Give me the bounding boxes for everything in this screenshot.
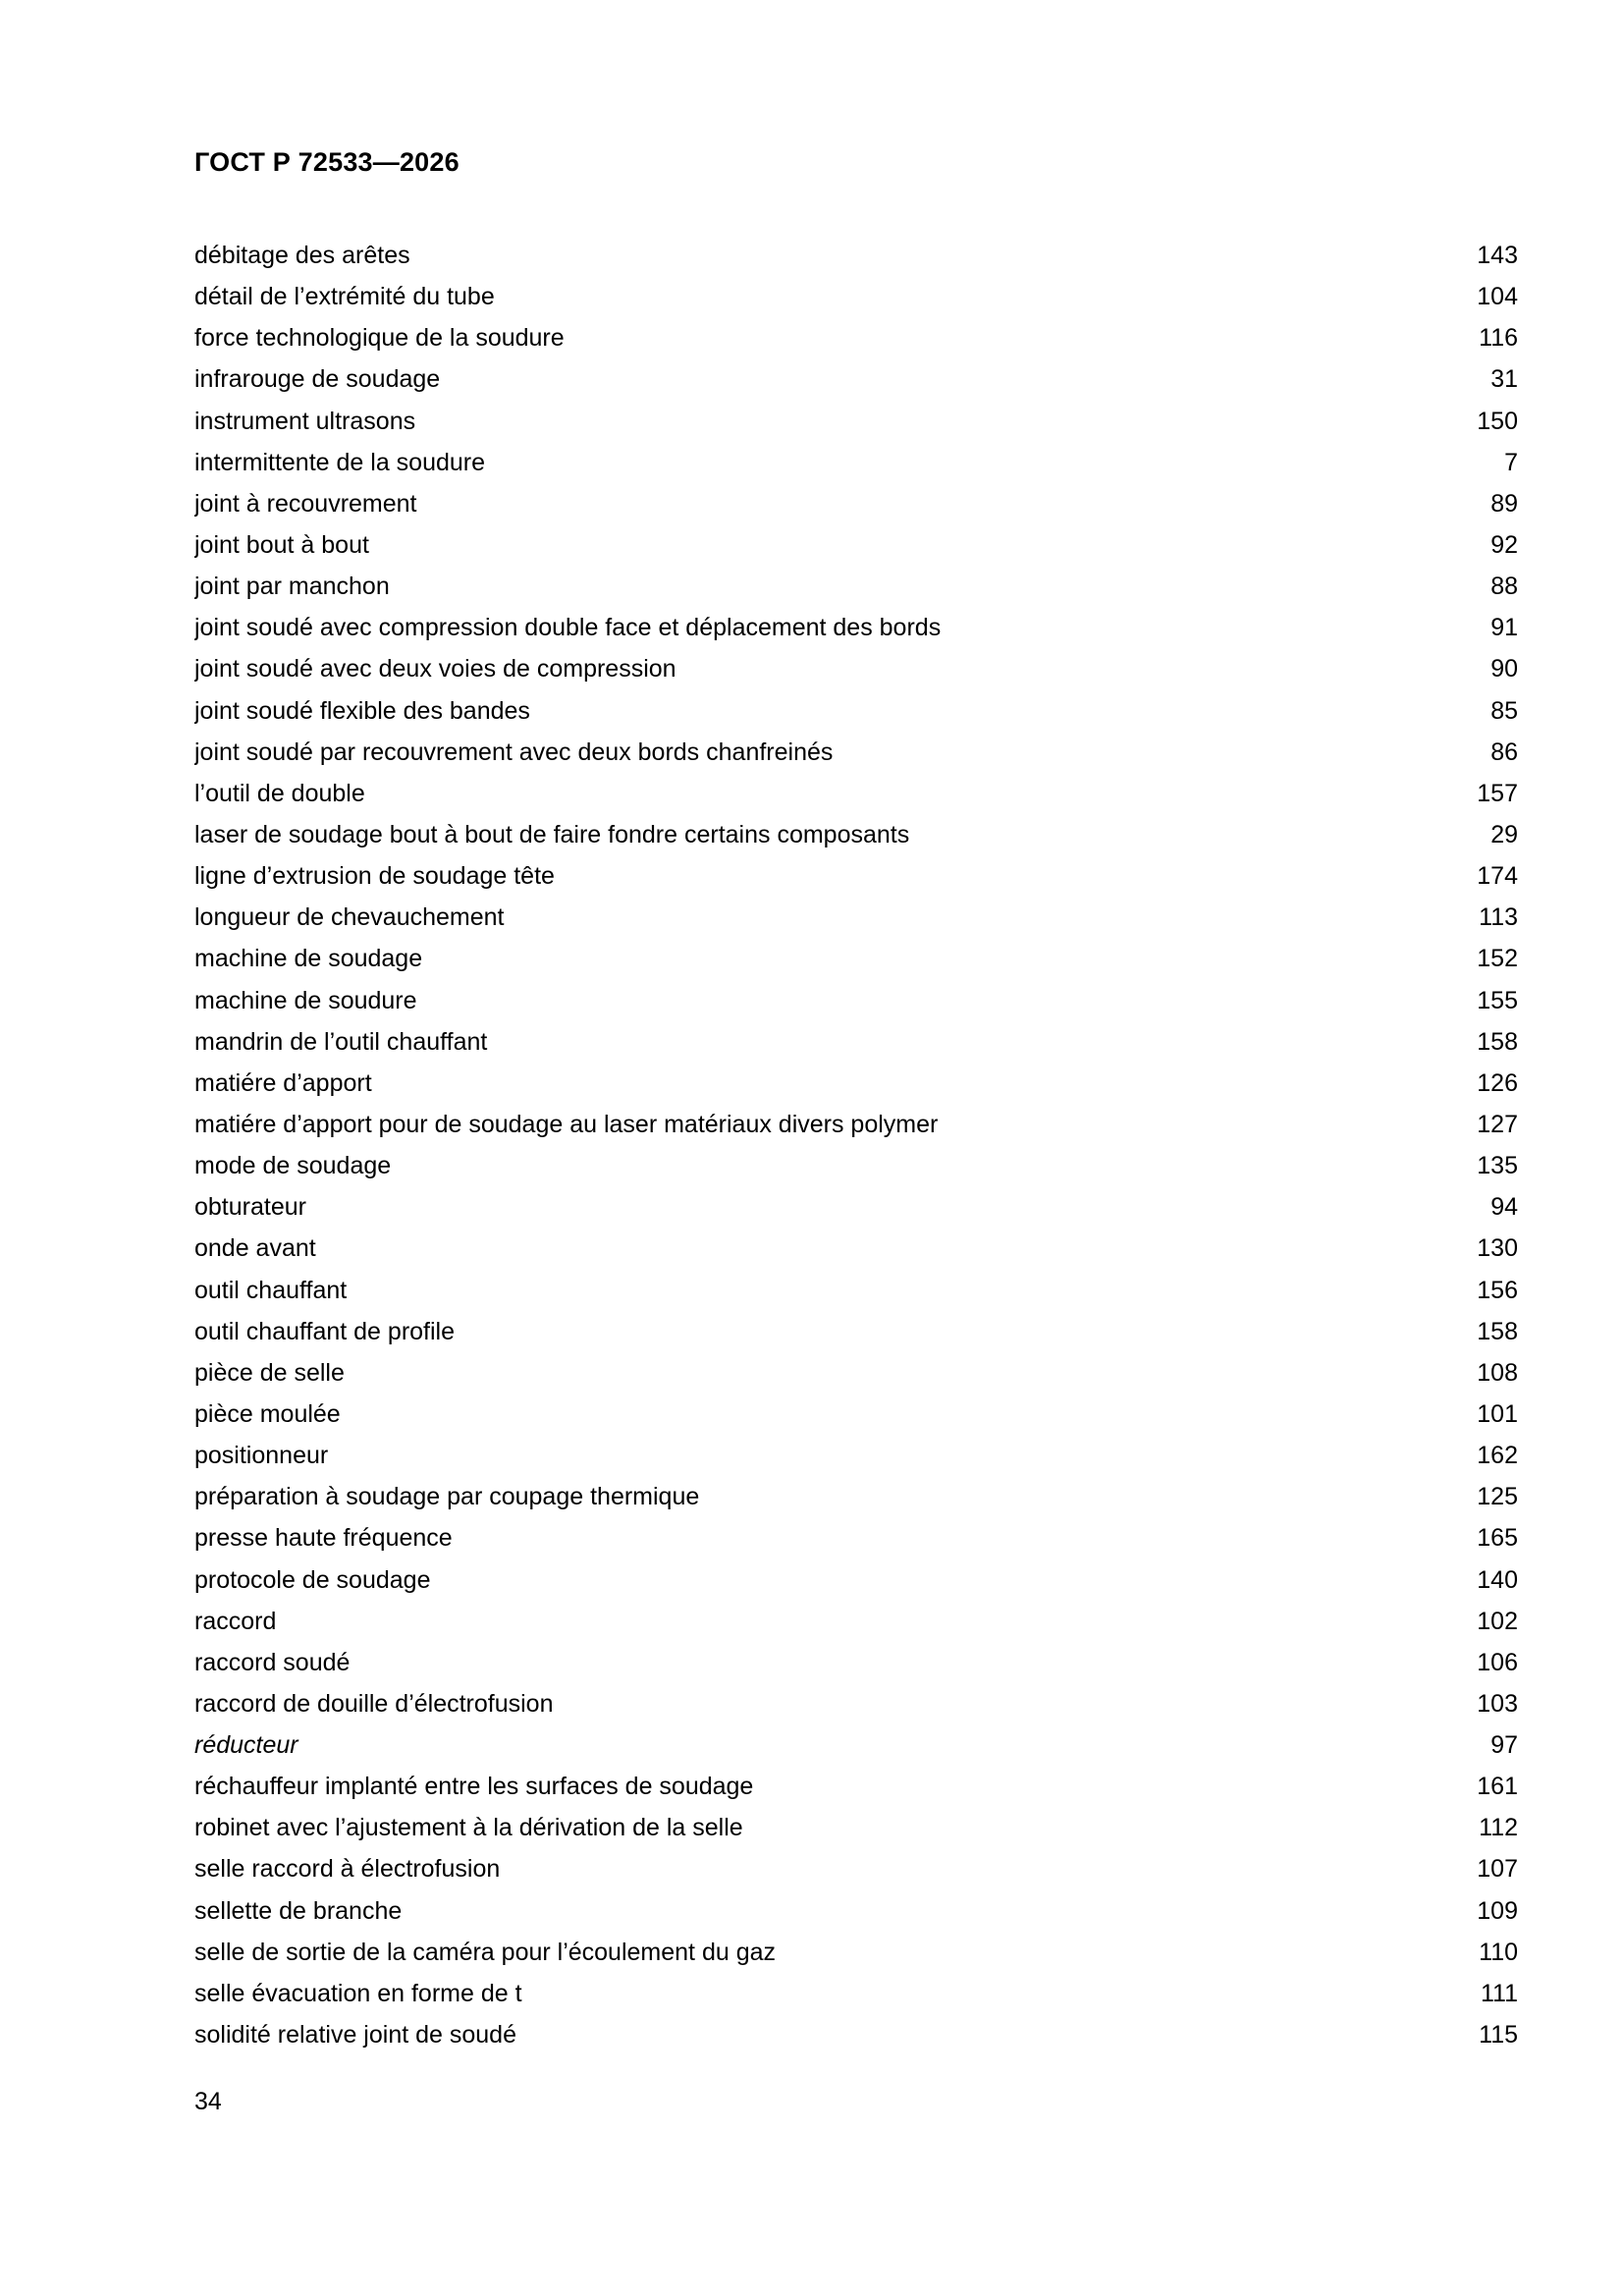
index-entry bbox=[194, 566, 1518, 607]
index-term: ligne d’extrusion de soudage tête bbox=[194, 862, 555, 891]
index-term: mandrin de l’outil chauffant bbox=[194, 1027, 488, 1056]
index-entry bbox=[194, 1435, 1518, 1476]
index-term-number: 158 bbox=[1477, 1027, 1518, 1056]
index-entry bbox=[194, 1642, 1518, 1683]
index-entry bbox=[194, 1228, 1518, 1269]
index-entry bbox=[194, 1021, 1518, 1063]
index-term: sellette de branche bbox=[194, 1896, 403, 1925]
index-term-number: 158 bbox=[1477, 1317, 1518, 1345]
index-entry bbox=[194, 1724, 1518, 1766]
index-entry bbox=[194, 1186, 1518, 1228]
index-term-number: 165 bbox=[1477, 1524, 1518, 1553]
index-term-number: 90 bbox=[1490, 655, 1518, 683]
index-term-number: 92 bbox=[1490, 530, 1518, 559]
index-term-number: 156 bbox=[1477, 1276, 1518, 1304]
index-term: outil chauffant bbox=[194, 1276, 348, 1304]
index-entry bbox=[194, 1104, 1518, 1145]
index-term: longueur de chevauchement bbox=[194, 903, 505, 932]
index-entry bbox=[194, 855, 1518, 897]
index-entry bbox=[194, 1807, 1518, 1848]
index-entry bbox=[194, 980, 1518, 1021]
index-term: mode de soudage bbox=[194, 1152, 392, 1180]
index-entry bbox=[194, 442, 1518, 483]
index-entry bbox=[194, 938, 1518, 979]
index-term-number: 157 bbox=[1477, 779, 1518, 807]
index-entry bbox=[194, 648, 1518, 689]
index-term-number: 7 bbox=[1504, 448, 1518, 476]
index-term: raccord de douille d’électrofusion bbox=[194, 1689, 554, 1718]
index-term: machine de soudure bbox=[194, 986, 417, 1014]
index-term-number: 106 bbox=[1477, 1648, 1518, 1676]
index-term-number: 115 bbox=[1479, 2021, 1518, 2050]
index-entry bbox=[194, 1601, 1518, 1642]
index-term: selle raccord à électrofusion bbox=[194, 1855, 501, 1884]
index-term: joint soudé flexible des bandes bbox=[194, 696, 530, 725]
index-term-number: 174 bbox=[1477, 862, 1518, 891]
index-term-number: 126 bbox=[1477, 1068, 1518, 1097]
index-term-number: 107 bbox=[1477, 1855, 1518, 1884]
index-entry bbox=[194, 358, 1518, 400]
index-term: selle de sortie de la caméra pour l’écoulement du gaz bbox=[194, 1938, 777, 1966]
index-term-number: 161 bbox=[1477, 1773, 1518, 1801]
index-term: joint soudé par recouvrement avec deux bords chanfreinés bbox=[194, 738, 834, 766]
index-term: instrument ultrasons bbox=[194, 407, 416, 435]
index-entry bbox=[194, 1145, 1518, 1186]
index-term-number: 97 bbox=[1490, 1731, 1518, 1760]
index-term-number: 104 bbox=[1477, 283, 1518, 311]
index-term-number: 103 bbox=[1477, 1689, 1518, 1718]
index-term-number: 135 bbox=[1477, 1152, 1518, 1180]
index-term-number: 143 bbox=[1477, 242, 1518, 269]
index-term: l’outil de double bbox=[194, 779, 365, 807]
index-term-number: 94 bbox=[1490, 1193, 1518, 1222]
index-term-number: 125 bbox=[1477, 1483, 1518, 1511]
index-term: pièce moulée bbox=[194, 1399, 341, 1428]
index-entry bbox=[194, 524, 1518, 566]
index-entry bbox=[194, 732, 1518, 773]
index-entry bbox=[194, 276, 1518, 317]
index-term: joint soudé avec compression double face et déplacement des bords bbox=[194, 614, 942, 642]
index-entry bbox=[194, 1311, 1518, 1352]
index-term-number: 112 bbox=[1479, 1814, 1518, 1842]
index-term: préparation à soudage par coupage thermique bbox=[194, 1483, 700, 1511]
index-term: force technologique de la soudure bbox=[194, 324, 565, 353]
index-term: raccord bbox=[194, 1607, 277, 1635]
index-term: joint à recouvrement bbox=[194, 489, 417, 518]
index-entry bbox=[194, 483, 1518, 524]
index-entry bbox=[194, 1848, 1518, 1889]
index-entry bbox=[194, 1890, 1518, 1932]
index-entry bbox=[194, 2014, 1518, 2055]
index-entry bbox=[194, 1063, 1518, 1104]
index-entry bbox=[194, 607, 1518, 648]
index-term-number: 85 bbox=[1490, 696, 1518, 725]
index-term: robinet avec l’ajustement à la dérivation de la selle bbox=[194, 1814, 743, 1842]
index-term-number: 152 bbox=[1477, 945, 1518, 973]
index-term: intermittente de la soudure bbox=[194, 448, 486, 476]
index-term-number: 31 bbox=[1490, 365, 1518, 394]
index-term: outil chauffant de profile bbox=[194, 1317, 456, 1345]
index-term-number: 140 bbox=[1477, 1565, 1518, 1594]
index-entry bbox=[194, 814, 1518, 855]
index-term: selle évacuation en forme de t bbox=[194, 1979, 522, 2007]
index-term-number: 91 bbox=[1490, 614, 1518, 642]
index-term-number: 150 bbox=[1477, 407, 1518, 435]
index-entry bbox=[194, 690, 1518, 732]
index-term: débitage des arêtes bbox=[194, 242, 410, 269]
index-term-number: 127 bbox=[1477, 1110, 1518, 1138]
index-term-number: 86 bbox=[1490, 738, 1518, 766]
index-term-number: 89 bbox=[1490, 489, 1518, 518]
index-entry bbox=[194, 401, 1518, 442]
index-term-number: 155 bbox=[1477, 986, 1518, 1014]
index-entry bbox=[194, 1394, 1518, 1435]
index-term: joint par manchon bbox=[194, 573, 390, 601]
index-term: matiére d’apport pour de soudage au laser matériaux divers polymer bbox=[194, 1110, 939, 1138]
index-entry bbox=[194, 1973, 1518, 2014]
index-term: détail de l’extrémité du tube bbox=[194, 283, 495, 311]
index-term: matiére d’apport bbox=[194, 1068, 372, 1097]
index-term: positionneur bbox=[194, 1442, 329, 1470]
index-term: pièce de selle bbox=[194, 1358, 345, 1387]
index-entry bbox=[194, 1559, 1518, 1601]
index-term: joint bout à bout bbox=[194, 530, 369, 559]
index-entry bbox=[194, 1476, 1518, 1517]
index-term-number: 162 bbox=[1477, 1442, 1518, 1470]
index-term-number: 101 bbox=[1477, 1399, 1518, 1428]
index-entry bbox=[194, 235, 1518, 276]
index-term: solidité relative joint de soudé bbox=[194, 2021, 516, 2050]
index-term-number: 116 bbox=[1479, 324, 1518, 353]
index-entry bbox=[194, 1683, 1518, 1724]
page-number: 34 bbox=[194, 2088, 222, 2115]
index-term: protocole de soudage bbox=[194, 1565, 431, 1594]
index-term-number: 88 bbox=[1490, 573, 1518, 601]
index-term: réducteur bbox=[194, 1731, 298, 1760]
term-index-list bbox=[194, 235, 1518, 2055]
index-term: machine de soudage bbox=[194, 945, 423, 973]
index-term-number: 109 bbox=[1477, 1896, 1518, 1925]
index-term: onde avant bbox=[194, 1234, 316, 1263]
index-term-number: 130 bbox=[1477, 1234, 1518, 1263]
document-header: ГОСТ Р 72533—2026 bbox=[194, 147, 460, 177]
index-entry bbox=[194, 1270, 1518, 1311]
index-term: infrarouge de soudage bbox=[194, 365, 441, 394]
index-term: presse haute fréquence bbox=[194, 1524, 453, 1553]
index-term: laser de soudage bout à bout de faire fondre certains composants bbox=[194, 820, 910, 848]
index-entry bbox=[194, 897, 1518, 938]
index-term-number: 102 bbox=[1477, 1607, 1518, 1635]
index-term-number: 111 bbox=[1480, 1979, 1518, 2007]
index-entry bbox=[194, 317, 1518, 358]
index-entry bbox=[194, 1352, 1518, 1394]
index-term-number: 110 bbox=[1479, 1938, 1518, 1966]
index-entry bbox=[194, 1932, 1518, 1973]
index-term: réchauffeur implanté entre les surfaces de soudage bbox=[194, 1773, 754, 1801]
index-term: raccord soudé bbox=[194, 1648, 351, 1676]
index-term-number: 113 bbox=[1479, 903, 1518, 932]
index-entry bbox=[194, 773, 1518, 814]
index-term: joint soudé avec deux voies de compression bbox=[194, 655, 676, 683]
index-entry bbox=[194, 1517, 1518, 1558]
index-entry bbox=[194, 1766, 1518, 1807]
index-term-number: 29 bbox=[1490, 820, 1518, 848]
index-term: obturateur bbox=[194, 1193, 306, 1222]
index-term-number: 108 bbox=[1477, 1358, 1518, 1387]
